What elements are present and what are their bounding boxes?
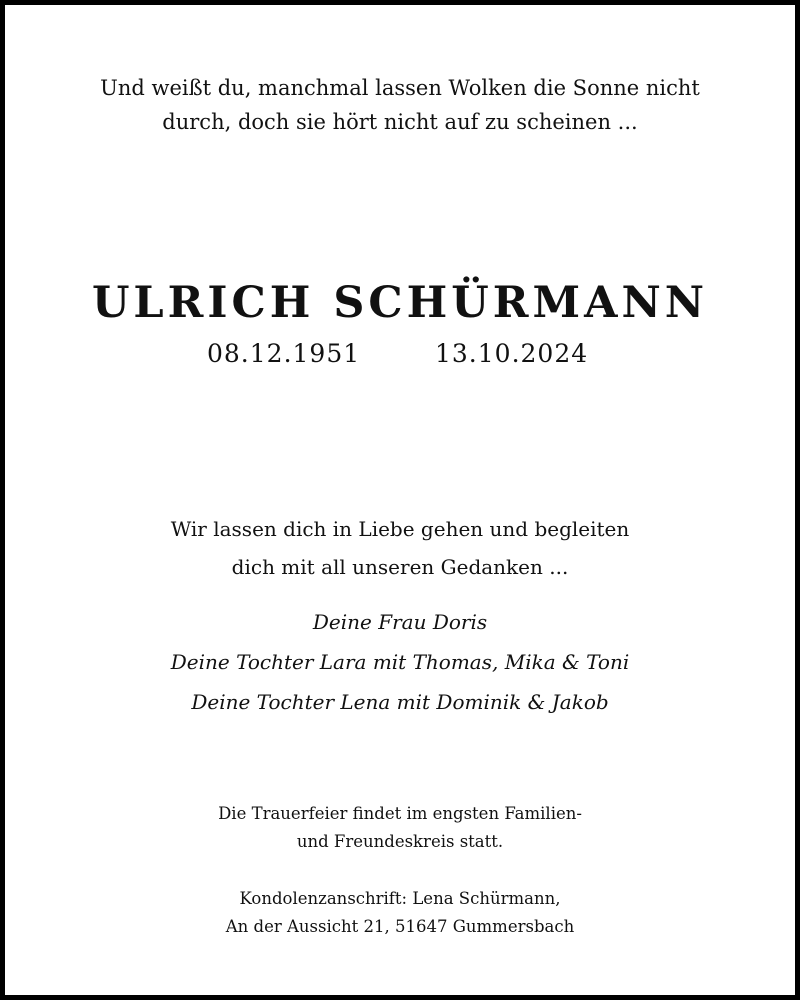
farewell-line: Wir lassen dich in Liebe gehen und begleiten [170, 517, 630, 541]
birth-date: 08.12.1951 [207, 339, 361, 368]
condolence-address [5, 885, 795, 941]
life-dates [5, 339, 795, 379]
death-date: 13.10.2024 [435, 339, 589, 368]
deceased-name: ULRICH SCHÜRMANN [91, 278, 709, 328]
farewell-text [5, 510, 795, 586]
signer: Deine Frau Doris [312, 610, 488, 634]
signer: Deine Tochter Lara mit Thomas, Mika & Toni [170, 650, 630, 674]
ceremony-note [5, 800, 795, 856]
ceremony-line: und Freundeskreis statt. [296, 832, 504, 851]
opening-quote [5, 71, 795, 139]
ceremony-line: Die Trauerfeier findet im engsten Familien- [218, 804, 582, 823]
address-line: An der Aussicht 21, 51647 Gummersbach [225, 917, 575, 936]
quote-line: Und weißt du, manchmal lassen Wolken die Sonne nicht [100, 76, 700, 100]
signer: Deine Tochter Lena mit Dominik & Jakob [191, 690, 609, 714]
signers-list [5, 602, 795, 722]
address-line: Kondolenzanschrift: Lena Schürmann, [239, 889, 561, 908]
quote-line: durch, doch sie hört nicht auf zu scheinen ... [162, 110, 638, 134]
farewell-line: dich mit all unseren Gedanken ... [231, 555, 569, 579]
